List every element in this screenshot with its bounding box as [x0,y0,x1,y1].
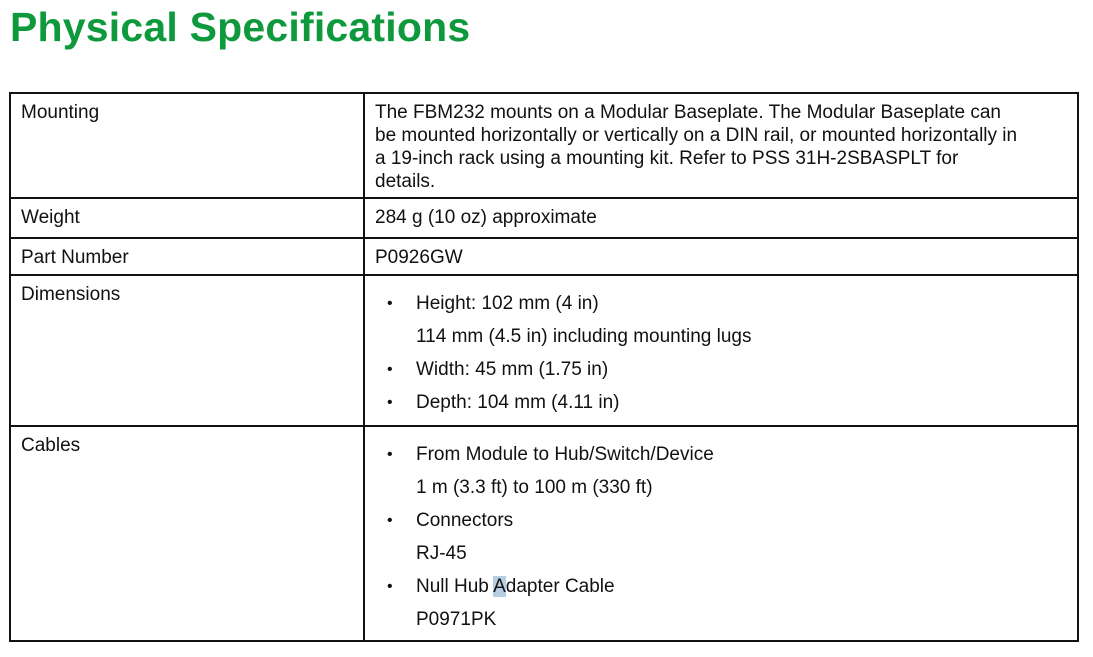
weight-value: 284 g (10 oz) approximate [364,198,1078,238]
row-label: Dimensions [10,275,364,426]
table-row-cables [10,426,1078,641]
table-row-dimensions [10,275,1078,426]
list-item-detail: P0971PK [416,609,497,630]
row-label: Mounting [10,93,364,198]
physical-specifications-table [9,92,1079,642]
table-row-mounting [10,93,1078,198]
dimensions-list [364,275,1078,426]
list-item: • Depth: 104 mm (4.11 in) [375,386,1068,419]
page-title: Physical Specifications [10,4,471,50]
text-line: The FBM232 mounts on a Modular Baseplate. The Modular Baseplate can [375,102,1001,123]
bullet-icon: • [387,578,393,595]
list-item: • From Module to Hub/Switch/Device [375,438,1068,471]
row-label: Cables [10,426,364,641]
bullet-icon: • [387,446,393,463]
row-label: Weight [10,198,364,238]
table-row-part-number [10,238,1078,275]
list-item: • Null Hub Adapter Cable [375,570,1068,603]
text-line: be mounted horizontally or vertically on a DIN rail, or mounted horizontally in [375,125,1018,146]
list-item: • Connectors [375,504,1068,537]
list-item-detail: RJ-45 [416,543,467,564]
mounting-description [364,93,1078,198]
list-item-detail: 114 mm (4.5 in) including mounting lugs [416,326,752,347]
bullet-icon: • [387,361,393,378]
list-item: • Width: 45 mm (1.75 in) [375,353,1068,386]
table-row-weight [10,198,1078,238]
text-line: details. [375,171,436,192]
text-line: a 19-inch rack using a mounting kit. Refer to PSS 31H-2SBASPLT for [375,148,959,169]
cables-list [364,426,1078,641]
list-item-detail: 1 m (3.3 ft) to 100 m (330 ft) [416,477,653,498]
part-number-value: P0926GW [364,238,1078,275]
text-selection-highlight[interactable]: A [493,576,506,597]
row-label: Part Number [10,238,364,275]
bullet-icon: • [387,295,393,312]
bullet-icon: • [387,512,393,529]
list-item: • Height: 102 mm (4 in) [375,287,1068,320]
bullet-icon: • [387,394,393,411]
